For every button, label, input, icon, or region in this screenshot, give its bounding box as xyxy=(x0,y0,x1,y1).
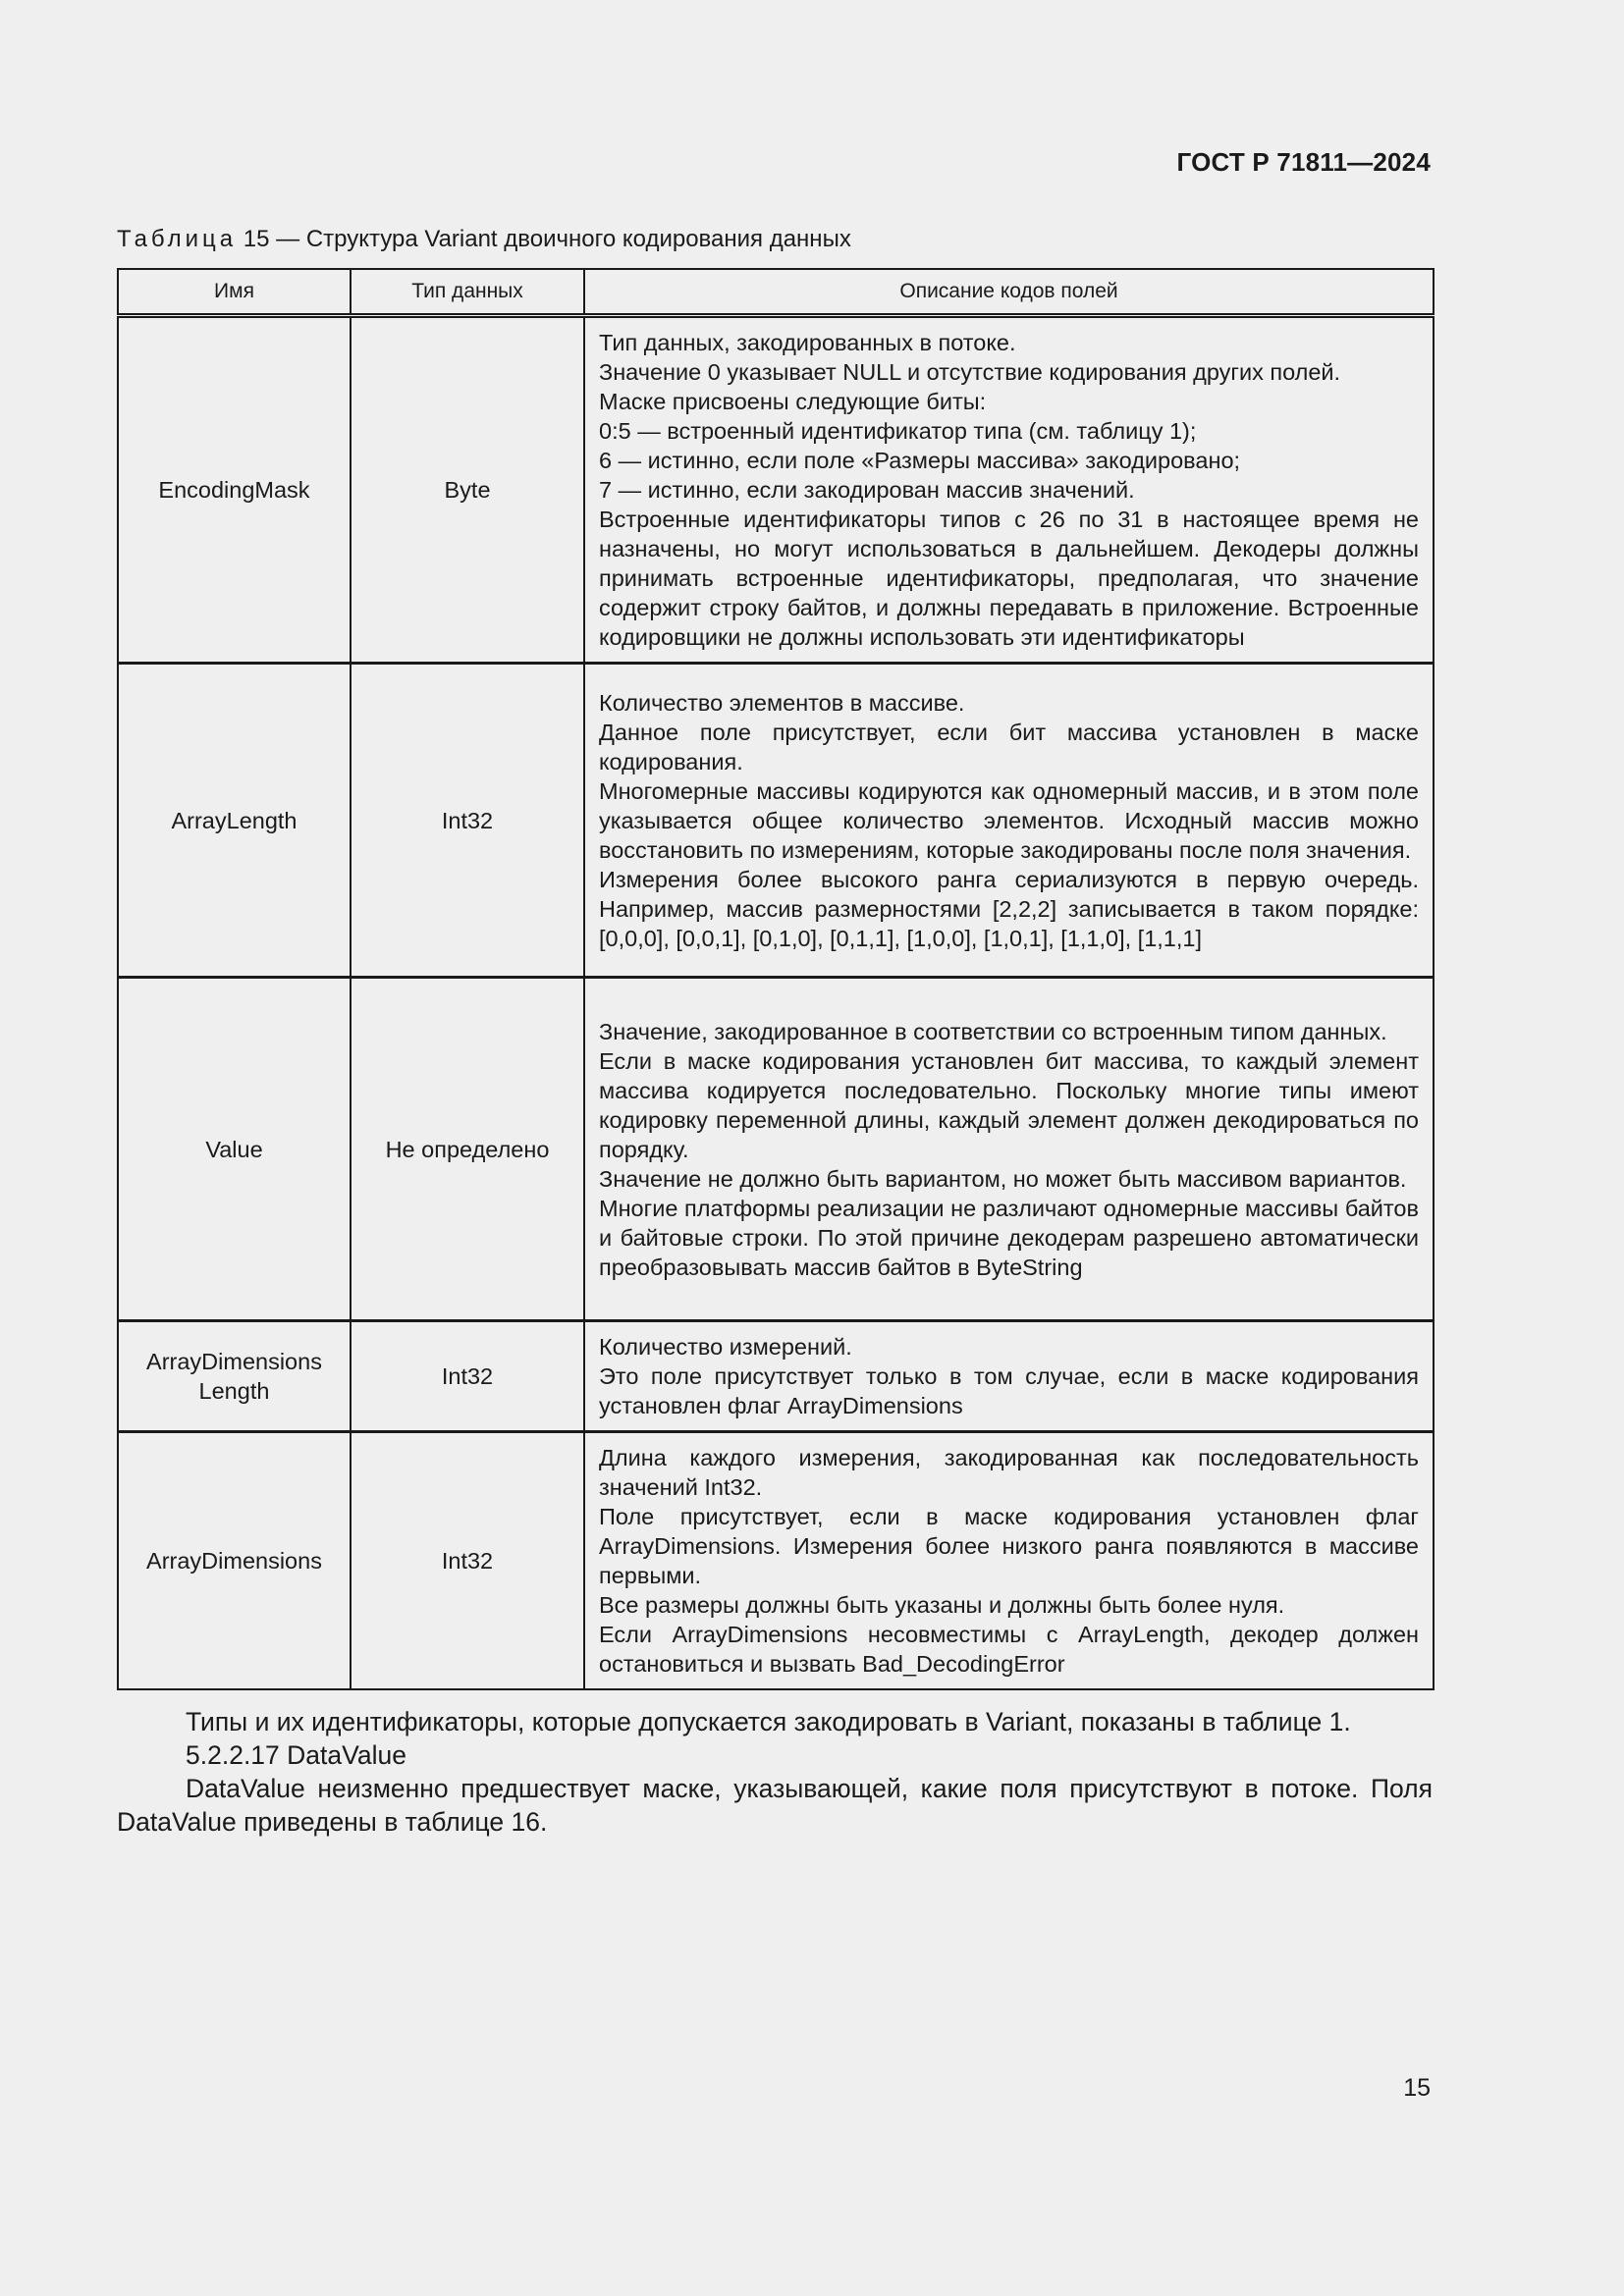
field-name-cell: Value xyxy=(118,978,351,1321)
table-header-row xyxy=(118,269,1434,316)
description-line: Данное поле присутствует, если бит массива установлен в маске кодирования. xyxy=(599,719,1419,774)
field-name-cell: ArrayDimensions xyxy=(118,1432,351,1690)
table-row-value xyxy=(118,978,1434,1321)
description-line: Это поле присутствует только в том случае, если в маске кодирования установлен флаг ArrayDimensions xyxy=(599,1363,1419,1418)
description-line: Измерения более высокого ранга сериализуются в первую очередь. Например, массив размерностями [2,2,2] записывается в таком порядке: [0,0,0], [0,0,1], [0,1,0], [0,1,1], [1,0,0], [1,0,1], [1,1,0], [1,1,1] xyxy=(599,866,1419,951)
description-line: 0:5 — встроенный идентификатор типа (см. таблицу 1); xyxy=(599,418,1197,444)
description-line: Значение 0 указывает NULL и отсутствие кодирования других полей. xyxy=(599,359,1341,385)
table-caption-word: Таблица xyxy=(117,226,238,252)
description-line: Значение не должно быть вариантом, но может быть массивом вариантов. xyxy=(599,1165,1407,1192)
table-caption xyxy=(117,226,851,253)
field-name-cell: EncodingMask xyxy=(118,316,351,664)
field-description-cell xyxy=(584,316,1434,664)
description-line: Многомерные массивы кодируются как одномерный массив, и в этом поле указывается общее количество элементов. Исходный массив можно восстановить по измерениям, которые закодированы после поля значения. xyxy=(599,777,1419,863)
description-line: Значение, закодированное в соответствии со встроенным типом данных. xyxy=(599,1018,1387,1044)
column-header-description: Описание кодов полей xyxy=(584,269,1434,316)
description-line: Если в маске кодирования установлен бит массива, то каждый элемент массива кодируется последовательно. Поскольку многие типы имеют кодировку переменной длины, каждый элемент должен декодироваться по порядку. xyxy=(599,1047,1419,1162)
section-heading: 5.2.2.17 DataValue xyxy=(186,1740,406,1770)
description-line: 6 — истинно, если поле «Размеры массива» закодировано; xyxy=(599,448,1241,473)
body-text xyxy=(117,1705,1433,1839)
field-name-cell: ArrayDimensions Length xyxy=(118,1321,351,1432)
description-line: Маске присвоены следующие биты: xyxy=(599,389,987,414)
body-paragraph: DataValue неизменно предшествует маске, указывающей, какие поля присутствуют в потоке. Поля DataValue приведены в таблице 16. xyxy=(117,1774,1433,1837)
variant-structure-table xyxy=(117,268,1435,1690)
field-type-cell: Int32 xyxy=(351,1321,584,1432)
standard-designation: ГОСТ Р 71811—2024 xyxy=(1176,147,1431,177)
table-row-encodingmask xyxy=(118,316,1434,664)
body-paragraph: Типы и их идентификаторы, которые допускается закодировать в Variant, показаны в таблице 1. xyxy=(186,1707,1351,1736)
table-row-arraylength xyxy=(118,664,1434,978)
description-line: 7 — истинно, если закодирован массив значений. xyxy=(599,477,1135,503)
description-line: Встроенные идентификаторы типов с 26 по 31 в настоящее время не назначены, но могут использоваться в дальнейшем. Декодеры должны принимать встроенные идентификаторы, предполагая, что значение содержит строку байтов, и должны передавать в приложение. Встроенные кодировщики не должны использовать эти идентификаторы xyxy=(599,507,1419,650)
description-line: Все размеры должны быть указаны и должны быть более нуля. xyxy=(599,1592,1285,1618)
field-description-cell xyxy=(584,978,1434,1321)
table-row-arraydimensions xyxy=(118,1432,1434,1690)
description-line: Тип данных, закодированных в потоке. xyxy=(599,330,1016,355)
page-number: 15 xyxy=(1403,2074,1431,2102)
description-line: Поле присутствует, если в маске кодирования установлен флаг ArrayDimensions. Измерения более низкого ранга появляются в массиве первыми. xyxy=(599,1504,1419,1588)
field-description-cell xyxy=(584,1321,1434,1432)
field-type-cell: Byte xyxy=(351,316,584,664)
description-line: Количество элементов в массиве. xyxy=(599,689,965,716)
spec-table-container xyxy=(117,268,1433,1690)
field-description-cell xyxy=(584,664,1434,978)
column-header-type: Тип данных xyxy=(351,269,584,316)
field-type-cell: Int32 xyxy=(351,664,584,978)
field-type-cell: Не определено xyxy=(351,978,584,1321)
description-line: Многие платформы реализации не различают одномерные массивы байтов и байтовые строки. По этой причине декодерам разрешено автоматически преобразовывать массив байтов в ByteString xyxy=(599,1195,1419,1280)
table-row-arraydimensions-length xyxy=(118,1321,1434,1432)
description-line: Количество измерений. xyxy=(599,1334,852,1360)
field-name-cell: ArrayLength xyxy=(118,664,351,978)
table-caption-title: 15 — Структура Variant двоичного кодирования данных xyxy=(243,226,851,252)
field-type-cell: Int32 xyxy=(351,1432,584,1690)
description-line: Если ArrayDimensions несовместимы с ArrayLength, декодер должен остановиться и вызвать Bad_DecodingError xyxy=(599,1622,1419,1677)
description-line: Длина каждого измерения, закодированная как последовательность значений Int32. xyxy=(599,1445,1419,1500)
field-description-cell xyxy=(584,1432,1434,1690)
column-header-name: Имя xyxy=(118,269,351,316)
